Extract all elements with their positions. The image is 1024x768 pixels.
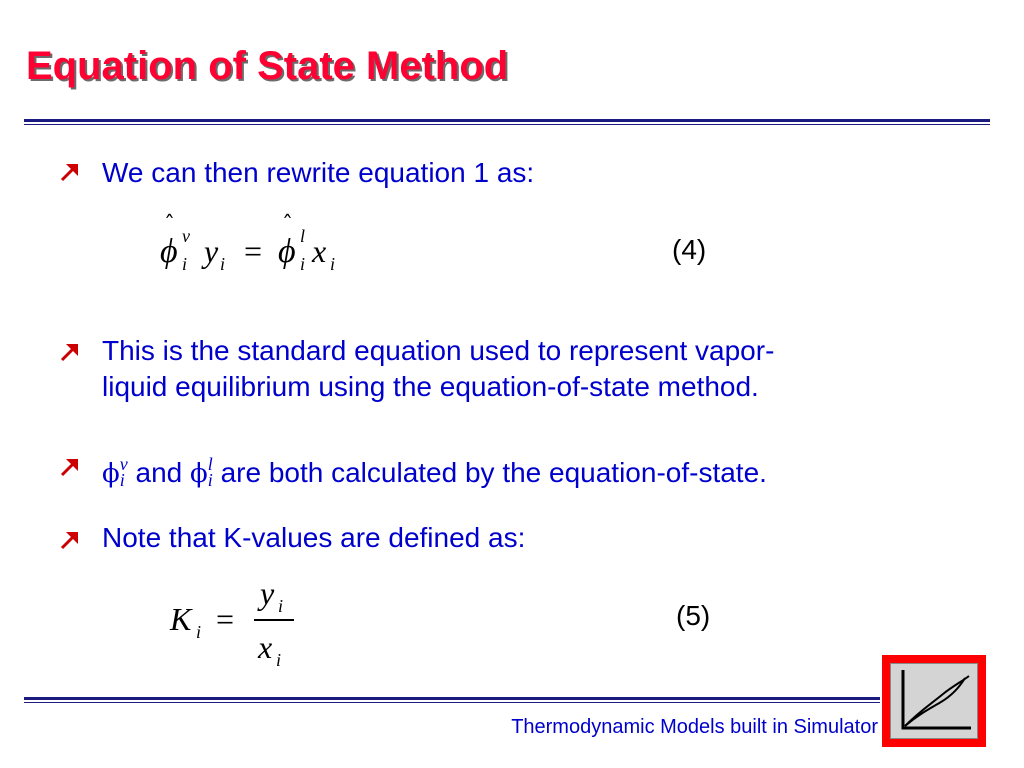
subscript-i: i: [278, 596, 284, 616]
x-variable: x: [312, 233, 327, 269]
subscript-i: i: [300, 254, 306, 274]
chart-curve-logo-icon: [882, 655, 986, 747]
bullet-text-3: [102, 446, 767, 498]
bullet-text-2-line-2: liquid equilibrium using the equation-of-state method.: [102, 371, 759, 402]
subscript-i: i: [207, 470, 213, 490]
equation-number-4: (4): [672, 234, 707, 265]
arrow-up-right-icon: [58, 340, 82, 364]
superscript-l: l: [300, 226, 306, 246]
bullet-text-1: We can then rewrite equation 1 as:: [102, 157, 535, 188]
phi-symbol: ϕ: [102, 459, 120, 489]
equation-5-formula: [168, 574, 318, 674]
arrow-up-right-icon: [58, 455, 82, 479]
phi-symbol: ϕ: [190, 459, 208, 489]
bullet-text-2: [102, 333, 774, 405]
logo-graphic: [891, 664, 977, 738]
footer-text: Thermodynamic Models built in Simulator: [511, 716, 878, 738]
k-variable: K: [170, 601, 192, 637]
bullet-text-2-line-1: This is the standard equation used to represent vapor-: [102, 335, 775, 366]
superscript-l: l: [207, 454, 213, 474]
y-variable: y: [204, 233, 219, 269]
arrow-up-right-icon: [58, 160, 82, 184]
bullet-text-4: Note that K-values are defined as:: [102, 522, 526, 553]
y-variable: y: [260, 575, 275, 611]
phi-symbol: ϕ: [160, 233, 178, 270]
hat-mark: ˆ: [164, 213, 175, 238]
superscript-v: v: [182, 226, 190, 246]
phi-symbol: ϕ: [278, 233, 296, 270]
subscript-i: i: [119, 470, 125, 490]
subscript-i: i: [220, 254, 226, 274]
bullet-text-3-rest: are both calculated by the equation-of-state.: [220, 457, 767, 488]
equation-4-formula: [158, 212, 358, 282]
hat-mark: ˆ: [282, 213, 293, 238]
subscript-i: i: [276, 650, 282, 670]
equals-sign: =: [216, 601, 235, 637]
top-divider: [24, 119, 990, 125]
equation-number-5: (5): [676, 600, 711, 631]
bottom-divider: [24, 697, 880, 703]
superscript-v: v: [119, 454, 128, 474]
and-word: and: [135, 457, 183, 488]
subscript-i: i: [182, 254, 188, 274]
arrow-up-right-icon: [58, 528, 82, 552]
x-variable: x: [258, 629, 273, 665]
subscript-i: i: [330, 254, 336, 274]
slide-title: Equation of State Method: [26, 44, 509, 88]
equals-sign: =: [244, 233, 263, 269]
subscript-i: i: [196, 622, 202, 642]
